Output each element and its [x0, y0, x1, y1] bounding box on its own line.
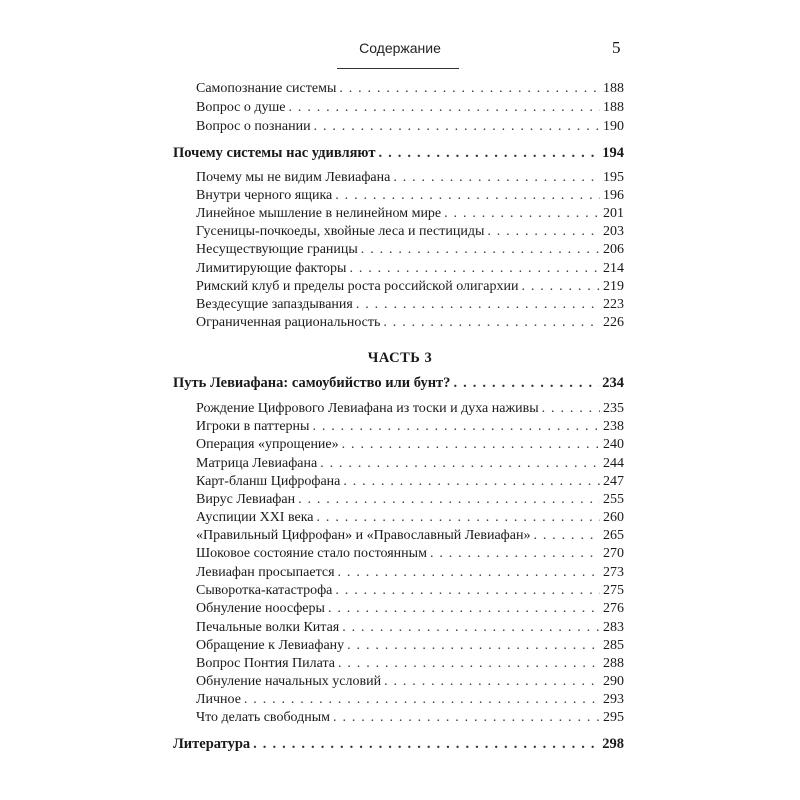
toc-entry-title: Вездесущие запаздывания [196, 297, 353, 312]
leader-dots [542, 401, 600, 417]
leader-dots [253, 736, 599, 753]
leader-dots [453, 375, 599, 392]
toc-entry-page: 188 [603, 100, 624, 115]
page-number: 5 [612, 38, 621, 57]
toc-chapter-title: Литература [173, 736, 251, 752]
toc-chapter-title: Почему системы нас удивляют [173, 145, 376, 161]
toc-entry[interactable] [196, 401, 624, 417]
toc-entry-page: 275 [603, 583, 624, 598]
toc-entry[interactable] [196, 81, 624, 97]
toc-entry-title: Вопрос о познании [196, 119, 311, 134]
toc-entry-page: 188 [603, 81, 624, 96]
toc-entry-page: 295 [603, 710, 624, 725]
toc-entry[interactable] [196, 261, 624, 277]
toc-entry-page: 290 [603, 674, 624, 689]
part-heading: ЧАСТЬ 3 [367, 350, 433, 366]
toc-entry-title: Ограниченная рациональность [196, 315, 381, 330]
toc-entry-page: 235 [603, 401, 624, 416]
toc-entry-title: Операция «упрощение» [196, 437, 339, 452]
toc-entry-title: Печальные волки Китая [196, 620, 340, 635]
toc-entry-title: «Правильный Цифрофан» и «Православный Левиафан» [196, 528, 531, 543]
toc-entry-page: 223 [603, 297, 624, 312]
toc-entry[interactable] [196, 297, 624, 313]
leader-dots [342, 437, 600, 453]
leader-dots [338, 656, 600, 672]
leader-dots [328, 601, 600, 617]
toc-chapter[interactable] [173, 375, 624, 392]
leader-dots [333, 710, 600, 726]
toc-entry-page: 196 [603, 188, 624, 203]
toc-entry[interactable] [196, 620, 624, 636]
leader-dots [244, 692, 600, 708]
toc-entry-title: Карт-бланш Цифрофана [196, 474, 341, 489]
toc-entry[interactable] [196, 242, 624, 258]
toc-entry-title: Почему мы не видим Левиафана [196, 170, 391, 185]
toc-entry[interactable] [196, 206, 624, 222]
toc-chapter-page: 194 [602, 145, 624, 161]
toc-entry-page: 276 [603, 601, 624, 616]
toc-entry-page: 201 [603, 206, 624, 221]
toc-entry[interactable] [196, 656, 624, 672]
toc-entry-page: 283 [603, 620, 624, 635]
toc-entry[interactable] [196, 170, 624, 186]
toc-entry-page: 226 [603, 315, 624, 330]
running-head-title: Содержание [359, 40, 441, 56]
toc-entry-page: 273 [603, 565, 624, 580]
toc-entry-page: 288 [603, 656, 624, 671]
toc-entry-title: Ауспиции XXI века [196, 510, 314, 525]
leader-dots [349, 261, 600, 277]
toc-entry-title: Матрица Левиафана [196, 456, 318, 471]
leader-dots [361, 242, 600, 258]
leader-dots [383, 315, 600, 331]
toc-chapter[interactable] [173, 145, 624, 162]
leader-dots [444, 206, 600, 222]
leader-dots [521, 279, 600, 295]
toc-entry-page: 195 [603, 170, 624, 185]
leader-dots [298, 492, 600, 508]
toc-entry-title: Обращение к Левиафану [196, 638, 345, 653]
toc-entry[interactable] [196, 474, 624, 490]
toc-entry-page: 206 [603, 242, 624, 257]
toc-entry-title: Вирус Левиафан [196, 492, 296, 507]
toc-entry-title: Самопознание системы [196, 81, 337, 96]
leader-dots [430, 546, 600, 562]
leader-dots [347, 638, 600, 654]
leader-dots [314, 119, 600, 135]
toc-entry-page: 260 [603, 510, 624, 525]
leader-dots [335, 583, 600, 599]
toc-entry-title: Левиафан просыпается [196, 565, 335, 580]
toc-entry[interactable] [196, 710, 624, 726]
toc-entry-page: 203 [603, 224, 624, 239]
toc-chapter-title: Путь Левиафана: самоубийство или бунт? [173, 375, 451, 391]
toc-entry-title: Личное [196, 692, 241, 707]
toc-entry-title: Игроки в паттерны [196, 419, 310, 434]
toc-entry-title: Шоковое состояние стало постоянным [196, 546, 427, 561]
toc-entry[interactable] [196, 419, 624, 435]
toc-entry[interactable] [196, 315, 624, 331]
leader-dots [335, 188, 600, 204]
toc-entry-page: 285 [603, 638, 624, 653]
toc-entry[interactable] [196, 565, 624, 581]
leader-dots [317, 510, 600, 526]
toc-entry-title: Лимитирующие факторы [196, 261, 347, 276]
toc-entry[interactable] [196, 692, 624, 708]
toc-entry-page: 190 [603, 119, 624, 134]
leader-dots [342, 620, 600, 636]
leader-dots [320, 456, 600, 472]
toc-chapter-page: 298 [602, 736, 624, 752]
toc-entry[interactable] [196, 279, 624, 295]
toc-entry[interactable] [196, 224, 624, 240]
toc-entry[interactable] [196, 601, 624, 617]
toc-entry-title: Обнуление ноосферы [196, 601, 325, 616]
leader-dots [289, 100, 600, 116]
toc-entry-page: 247 [603, 474, 624, 489]
toc-entry-title: Несуществующие границы [196, 242, 358, 257]
toc-entry-page: 293 [603, 692, 624, 707]
toc-entry-title: Вопрос о душе [196, 100, 286, 115]
toc-entry-title: Внутри черного ящика [196, 188, 333, 203]
toc-chapter-page: 234 [602, 375, 624, 391]
toc-entry-title: Вопрос Понтия Пилата [196, 656, 335, 671]
toc-chapter[interactable] [173, 736, 624, 753]
toc-entry-page: 219 [603, 279, 624, 294]
toc-entry-title: Обнуление начальных условий [196, 674, 382, 689]
toc-entry[interactable] [196, 510, 624, 526]
toc-entry-page: 244 [603, 456, 624, 471]
toc-entry[interactable] [196, 583, 624, 599]
leader-dots [339, 81, 600, 97]
leader-dots [487, 224, 600, 240]
toc-entry[interactable] [196, 492, 624, 508]
leader-dots [343, 474, 600, 490]
toc-entry-page: 270 [603, 546, 624, 561]
toc-entry-page: 265 [603, 528, 624, 543]
leader-dots [356, 297, 600, 313]
toc-entry-page: 255 [603, 492, 624, 507]
toc-entry-page: 238 [603, 419, 624, 434]
toc-entry[interactable] [196, 528, 624, 544]
toc-entry-title: Что делать свободным [196, 710, 331, 725]
leader-dots [338, 565, 600, 581]
toc-entry-title: Сыворотка-катастрофа [196, 583, 333, 598]
toc-entry[interactable] [196, 437, 624, 453]
toc-entry-title: Римский клуб и пределы роста российской олигархии [196, 279, 519, 294]
toc-entry[interactable] [196, 119, 624, 135]
toc-entry-title: Рождение Цифрового Левиафана из тоски и духа наживы [196, 401, 539, 416]
toc-entry[interactable] [196, 100, 624, 116]
toc-entry-title: Гусеницы-почкоеды, хвойные леса и пестициды [196, 224, 485, 239]
toc-entry[interactable] [196, 456, 624, 472]
leader-dots [378, 145, 599, 162]
toc-entry[interactable] [196, 674, 624, 690]
toc-entry-page: 240 [603, 437, 624, 452]
leader-dots [533, 528, 600, 544]
leader-dots [393, 170, 600, 186]
toc-entry[interactable] [196, 188, 624, 204]
leader-dots [312, 419, 600, 435]
toc-entry-page: 214 [603, 261, 624, 276]
toc-entry-title: Линейное мышление в нелинейном мире [196, 206, 442, 221]
toc-entry[interactable] [196, 546, 624, 562]
leader-dots [384, 674, 600, 690]
toc-entry[interactable] [196, 638, 624, 654]
